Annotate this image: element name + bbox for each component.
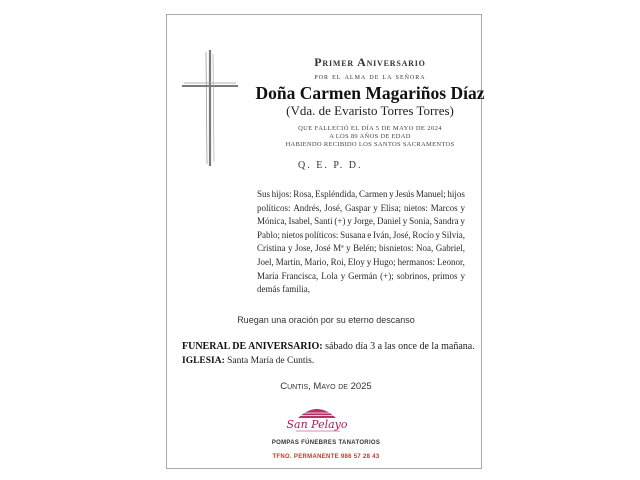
family-word: y — [460, 202, 465, 213]
family-line — [257, 188, 465, 202]
family-word: Andrés, — [293, 202, 322, 213]
family-word: Mario, — [304, 256, 329, 267]
family-word: hermanos: — [397, 256, 436, 267]
family-word: Roi, — [330, 256, 346, 267]
funeral-label: FUNERAL DE ANIVERSARIO: — [182, 341, 323, 352]
church-name: Santa María de Cuntis. — [224, 356, 315, 366]
family-word: y — [366, 256, 372, 267]
family-word: Rocío — [412, 229, 434, 240]
family-word: sobrinos, — [396, 270, 430, 281]
family-word: Carmen — [358, 189, 388, 199]
family-word: Silvia, — [441, 229, 465, 240]
family-word: e — [367, 229, 372, 240]
family-line: demás familia, — [257, 284, 310, 295]
family-word: Noa, — [416, 243, 434, 254]
place-date: Cuntis, Mayo de 2025 — [280, 381, 372, 392]
family-line — [257, 229, 465, 243]
family-word: y — [402, 216, 408, 227]
family-word: José, — [392, 229, 411, 240]
family-word: políticos: — [257, 202, 291, 213]
company-tagline: POMPAS FÚNEBRES TANATORIOS — [271, 440, 381, 446]
funeral-info — [182, 341, 475, 352]
family-word: Jose, — [294, 243, 313, 254]
family-word: Susana — [340, 229, 366, 240]
family-word: Santi — [314, 216, 333, 227]
family-word: Sus — [257, 189, 271, 199]
deceased-name: Doña Carmen Magariños Díaz — [255, 83, 485, 103]
san-pelayo-logo — [282, 402, 352, 438]
cross-icon — [180, 48, 240, 168]
sacraments-line: HABIENDO RECIBIDO LOS SANTOS SACRAMENTOS — [285, 141, 455, 148]
family-word: Leonor, — [437, 256, 465, 267]
family-word: y — [346, 243, 351, 254]
family-word: Mª — [333, 243, 344, 254]
family-word: Cristina — [257, 243, 286, 254]
family-word: Gabriel, — [435, 243, 465, 254]
church-info — [182, 356, 314, 366]
family-word: políticos: — [304, 229, 339, 240]
family-word: Daniel — [376, 216, 401, 227]
family-word: Jesús — [395, 189, 415, 199]
family-word: y — [389, 189, 394, 199]
family-list — [257, 188, 465, 297]
svg-text:San Pelayo: San Pelayo — [286, 418, 348, 431]
funeral-details: sábado día 3 a las once de la mañana. — [322, 341, 475, 352]
age-line: A LOS 89 AÑOS DE EDAD — [329, 133, 411, 140]
family-word: Martín, — [275, 256, 303, 267]
family-word: Rosa, — [293, 189, 314, 199]
prayer-request: Ruegan una oración por su eterno descanso — [237, 315, 415, 325]
family-word: nietos — [281, 229, 304, 240]
family-word: y — [287, 243, 293, 254]
family-line — [257, 215, 465, 229]
qepd-text: Q. E. P. D. — [298, 160, 363, 171]
family-word: José — [315, 243, 331, 254]
family-word: hijos: — [271, 189, 292, 199]
family-word: Gaspar — [344, 202, 371, 213]
family-word: José, — [324, 202, 343, 213]
family-word: Sonia, — [409, 216, 432, 227]
death-date-line: QUE FALLECIÓ EL DÍA 5 DE MAYO DE 2024 — [298, 125, 442, 132]
family-line — [257, 256, 465, 270]
family-word: Joel, — [257, 256, 274, 267]
family-word: y — [435, 229, 441, 240]
family-word: Elisa; — [380, 202, 402, 213]
family-line — [257, 270, 465, 284]
family-word: Marcos — [430, 202, 458, 213]
family-word: Jorge, — [353, 216, 376, 227]
family-word: Germán — [348, 270, 378, 281]
family-word: y — [340, 270, 346, 281]
family-word: Pablo; — [257, 229, 281, 240]
phone-number: TFNO. PERMANENTE 986 57 28 43 — [272, 454, 380, 460]
family-word: Hugo; — [373, 256, 396, 267]
family-word: (+) — [334, 216, 346, 227]
family-word: Sandra — [433, 216, 459, 227]
family-word: y — [460, 270, 465, 281]
family-line — [257, 242, 465, 256]
family-word: Espléndida, — [315, 189, 358, 199]
family-word: Manuel; — [415, 189, 446, 199]
family-word: Iván, — [372, 229, 392, 240]
family-word: y — [460, 216, 465, 227]
family-word: María — [257, 270, 279, 281]
family-word: Lola — [321, 270, 338, 281]
family-word: Belén; — [353, 243, 377, 254]
family-word: nietos: — [403, 202, 428, 213]
family-line — [257, 202, 465, 216]
family-word: Francisca, — [281, 270, 319, 281]
family-word: Isabel, — [288, 216, 313, 227]
church-label: IGLESIA: — [182, 356, 225, 366]
family-word: hijos — [447, 189, 465, 199]
family-word: y — [373, 202, 378, 213]
family-word: bisnietos: — [379, 243, 414, 254]
widow-of-line: (Vda. de Evaristo Torres Torres) — [286, 103, 454, 118]
family-word: (+); — [380, 270, 394, 281]
family-word: Eloy — [347, 256, 365, 267]
anniversary-title: Primer Aniversario — [314, 55, 426, 69]
family-word: Mónica, — [257, 216, 287, 227]
family-word: y — [347, 216, 352, 227]
anniversary-subtitle: por el alma de la señora — [314, 71, 426, 81]
family-word: primos — [432, 270, 458, 281]
